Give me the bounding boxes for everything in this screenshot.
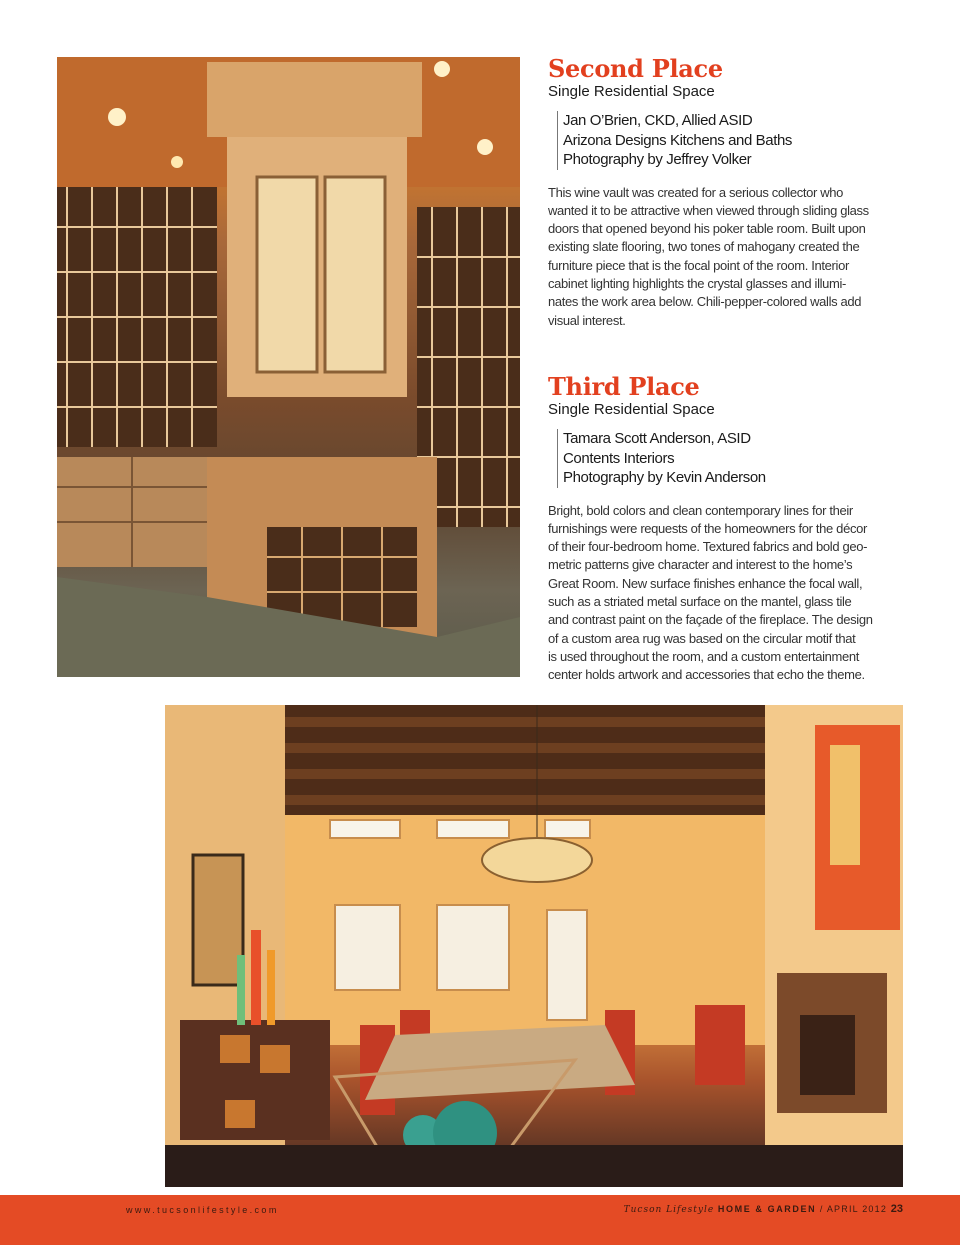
body-line: of their four-bedroom home. Textured fabrics and bold geo- xyxy=(548,539,868,555)
second-place-description xyxy=(548,184,906,330)
body-line: furniture piece that is the focal point of the room. Interior xyxy=(548,257,849,273)
body-line: nates the work area below. Chili-pepper-colored walls add xyxy=(548,294,862,310)
great-room-photo xyxy=(165,705,903,1187)
body-line: is used throughout the room, and a custom entertainment xyxy=(548,648,859,664)
body-line: metric patterns give character and interest to the home’s xyxy=(548,557,853,573)
body-line: Bright, bold colors and clean contemporary lines for their xyxy=(548,502,853,518)
third-place-section xyxy=(548,374,908,684)
second-place-heading: Second Place xyxy=(548,54,723,83)
wine-vault-photo xyxy=(57,57,520,677)
body-line: doors that opened beyond his poker table room. Built upon xyxy=(548,221,866,237)
designer-name: Jan O’Brien, CKD, Allied ASID xyxy=(563,112,753,129)
body-line: of a custom area rug was based on the circular motif that xyxy=(548,630,856,646)
third-place-category: Single Residential Space xyxy=(548,401,715,418)
body-line: center holds artwork and accessories that echo the theme. xyxy=(548,667,865,683)
third-place-heading: Third Place xyxy=(548,372,700,401)
photographer-credit: Photography by Kevin Anderson xyxy=(563,469,766,486)
design-firm: Contents Interiors xyxy=(563,449,675,467)
body-line: visual interest. xyxy=(548,312,626,328)
body-line: cabinet lighting highlights the crystal glasses and illumi- xyxy=(548,275,847,291)
body-line: Great Room. New surface finishes enhance the focal wall, xyxy=(548,575,863,591)
issue-info xyxy=(624,1203,903,1215)
page-number: 23 xyxy=(890,1203,903,1215)
design-firm: Arizona Designs Kitchens and Baths xyxy=(563,131,793,149)
photographer-credit: Photography by Jeffrey Volker xyxy=(563,151,752,168)
body-line: existing slate flooring, two tones of mahogany created the xyxy=(548,239,860,255)
second-place-section xyxy=(548,56,908,330)
magazine-name: Tucson Lifestyle xyxy=(623,1205,715,1215)
issue-date: APRIL 2012 xyxy=(826,1204,888,1214)
body-line: furnishings were requests of the homeowners for the décor xyxy=(548,520,867,536)
page-footer xyxy=(0,1195,960,1245)
third-place-description xyxy=(548,502,906,685)
second-place-category: Single Residential Space xyxy=(548,83,715,100)
body-line: wanted it to be attractive when viewed through sliding glass xyxy=(548,202,869,218)
designer-name: Tamara Scott Anderson, ASID xyxy=(563,430,751,447)
body-line: This wine vault was created for a serious collector who xyxy=(548,184,844,200)
separator: / xyxy=(819,1204,824,1214)
section-name: HOME & GARDEN xyxy=(717,1204,817,1214)
site-url[interactable]: www.tucsonlifestyle.com xyxy=(126,1205,279,1215)
body-line: such as a striated metal surface on the mantel, glass tile xyxy=(548,593,852,609)
third-place-credits xyxy=(557,429,908,488)
body-line: and contrast paint on the façade of the fireplace. The design xyxy=(548,612,873,628)
second-place-credits xyxy=(557,111,908,170)
